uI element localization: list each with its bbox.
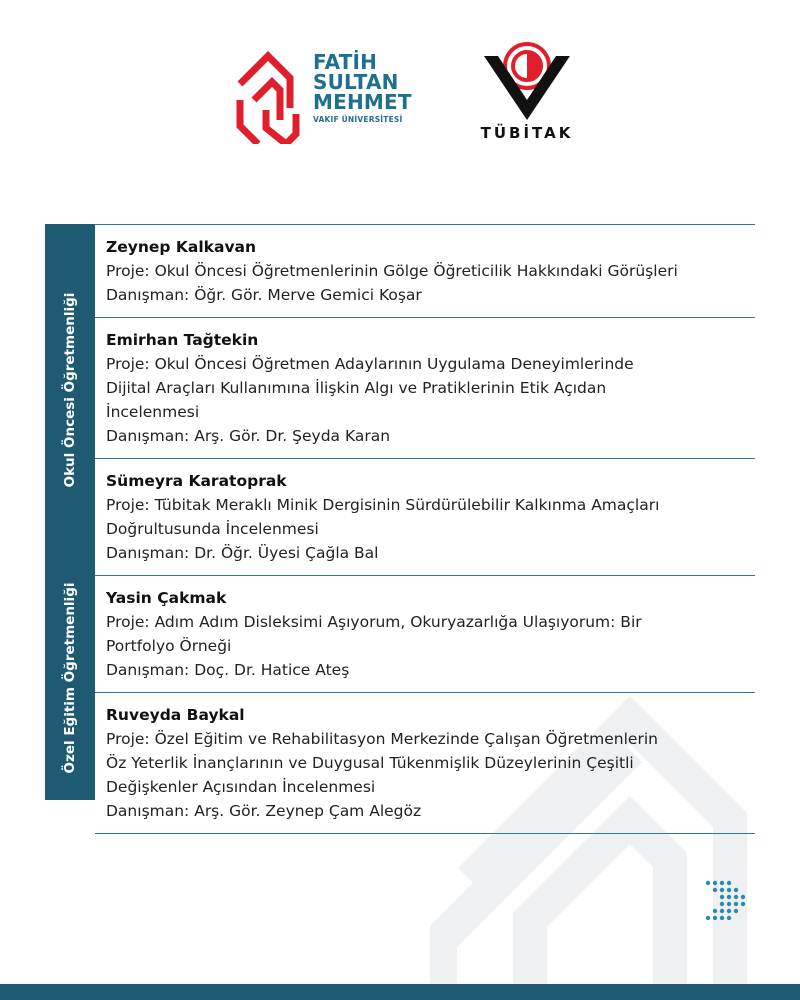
project-title: Proje: Okul Öncesi Öğretmen Adaylarının Uygulama Deneyimlerinde	[106, 355, 634, 373]
advisor: Danışman: Arş. Gör. Zeynep Çam Alegöz	[106, 802, 422, 820]
tubitak-wordmark: TÜBİTAK	[480, 124, 574, 142]
project-entry	[95, 318, 755, 458]
university-name	[313, 52, 412, 124]
fsm-logo-icon	[234, 40, 300, 144]
student-name: Zeynep Kalkavan	[106, 238, 257, 256]
project-title: Proje: Adım Adım Disleksimi Aşıyorum, Okuryazarlığa Ulaşıyorum: Bir	[106, 613, 642, 631]
project-title: Portfolyo Örneği	[106, 637, 232, 655]
dotted-arrow-right-icon[interactable]	[705, 880, 751, 920]
advisor: Danışman: Dr. Öğr. Üyesi Çağla Bal	[106, 544, 379, 562]
header	[0, 0, 800, 200]
tubitak-logo-icon	[482, 36, 572, 122]
project-entry	[95, 693, 755, 833]
student-name: Sümeyra Karatoprak	[106, 472, 287, 490]
project-entry	[95, 459, 755, 575]
advisor: Danışman: Doç. Dr. Hatice Ateş	[106, 661, 350, 679]
project-title: İncelenmesi	[106, 403, 200, 421]
university-line: MEHMET	[313, 90, 412, 114]
section-bar-ozel-egitim	[45, 556, 95, 800]
university-line: SULTAN	[313, 70, 399, 94]
project-entry	[95, 576, 755, 692]
section-bar-okul-oncesi	[45, 224, 95, 556]
project-title: Proje: Özel Eğitim ve Rehabilitasyon Merkezinde Çalışan Öğretmenlerin	[106, 730, 658, 748]
footer-bar	[0, 984, 800, 1000]
project-title: Dijital Araçları Kullanımına İlişkin Algı ve Pratiklerinin Etik Açıdan	[106, 379, 607, 397]
project-title: Proje: Tübitak Meraklı Minik Dergisinin Sürdürülebilir Kalkınma Amaçları	[106, 496, 660, 514]
project-title: Değişkenler Açısından İncelenmesi	[106, 778, 376, 796]
project-title: Öz Yeterlik İnançlarının ve Duygusal Tükenmişlik Düzeylerinin Çeşitli	[106, 754, 634, 772]
project-list	[95, 224, 755, 834]
section-label: Özel Eğitim Öğretmenliği	[62, 582, 78, 774]
project-entry	[95, 225, 755, 317]
project-title: Proje: Okul Öncesi Öğretmenlerinin Gölge Öğreticilik Hakkındaki Görüşleri	[106, 262, 678, 280]
university-line: FATİH	[313, 50, 378, 74]
student-name: Yasin Çakmak	[106, 589, 227, 607]
divider	[95, 833, 755, 834]
project-title: Doğrultusunda İncelenmesi	[106, 520, 319, 538]
student-name: Ruveyda Baykal	[106, 706, 245, 724]
section-label: Okul Öncesi Öğretmenliği	[62, 292, 78, 488]
student-name: Emirhan Tağtekin	[106, 331, 259, 349]
advisor: Danışman: Arş. Gör. Dr. Şeyda Karan	[106, 427, 391, 445]
university-subtitle: VAKIF ÜNİVERSİTESİ	[313, 115, 403, 124]
advisor: Danışman: Öğr. Gör. Merve Gemici Koşar	[106, 286, 422, 304]
